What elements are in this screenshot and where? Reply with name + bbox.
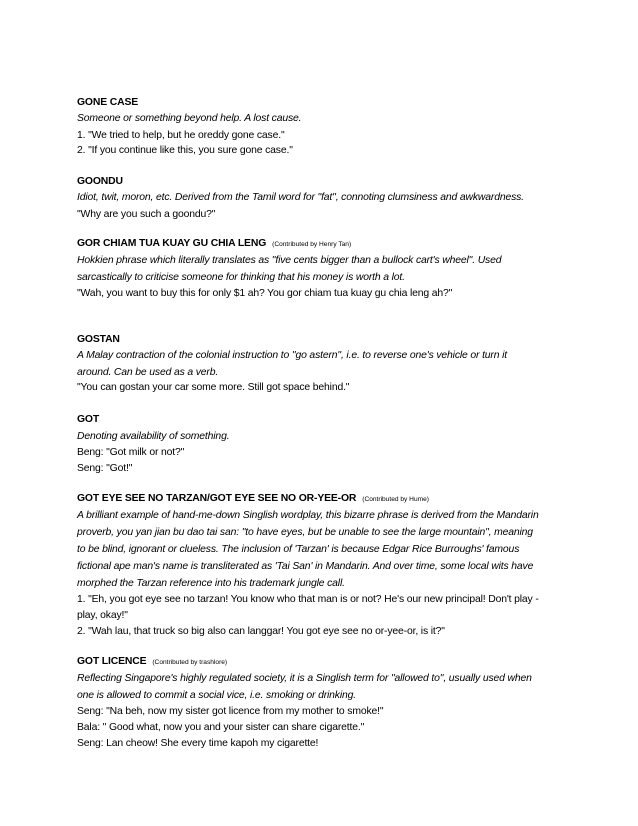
- entry-example: Seng: Lan cheow! She every time kapoh my cigarette!: [77, 738, 319, 749]
- entry-term: GONE CASE: [77, 97, 139, 108]
- entry-definition: Idiot, twit, moron, etc. Derived from the Tamil word for "fat", connoting clumsiness and awkwardness.: [77, 192, 524, 203]
- entry-contributor: (Contributed by trashlore): [152, 659, 228, 666]
- entry-example: 2. "Wah lau, that truck so big also can langgar! You got eye see no or-yee-or, is it?": [77, 626, 445, 637]
- entry-example: "You can gostan your car some more. Still got space behind.": [77, 382, 350, 393]
- entry-definition: one is allowed to commit a social vice, i.e. smoking or drinking.: [77, 690, 357, 701]
- entry-example: 1. "Eh, you got eye see no tarzan! You know who that man is or not? He's our new principal! Don't play -: [77, 594, 539, 605]
- entry-definition: proverb, you yan jian bu dao tai san: "to have eyes, but be unable to see the large mountain", meaning: [77, 527, 533, 538]
- entry-term-line: [77, 237, 578, 251]
- entry-example: Seng: "Got!": [77, 463, 133, 474]
- entry-term-line: [77, 492, 578, 506]
- entry-contributor: (Contributed by Hume): [362, 496, 429, 503]
- entry-example: 1. "We tried to help, but he oreddy gone case.": [77, 130, 285, 141]
- entry-term: GOT EYE SEE NO TARZAN/GOT EYE SEE NO OR-YEE-OR: [77, 493, 357, 504]
- entry-example: Seng: "Na beh, now my sister got licence from my mother to smoke!": [77, 706, 384, 717]
- entry-definition: fictional ape man's name is transliterated as 'Tai San' in Mandarin. And over time, some local wits have: [77, 561, 534, 572]
- entry-definition: around. Can be used as a verb.: [77, 367, 219, 378]
- entry-definition: to be blind, ignorant or clueless. The inclusion of 'Tarzan' is because Edgar Rice Burroughs' famous: [77, 544, 520, 555]
- entry-definition: morphed the Tarzan reference into his trademark jungle call.: [77, 578, 345, 589]
- entry-example: play, okay!": [77, 610, 128, 621]
- entry-term: GOR CHIAM TUA KUAY GU CHIA LENG: [77, 238, 267, 249]
- entry-definition: Someone or something beyond help. A lost cause.: [77, 113, 302, 124]
- entry-example: "Wah, you want to buy this for only $1 ah? You gor chiam tua kuay gu chia leng ah?": [77, 288, 453, 299]
- entry-term: GOONDU: [77, 176, 123, 187]
- entry-definition: Reflecting Singapore's highly regulated society, it is a Singlish term for "allowed to", usually used when: [77, 673, 532, 684]
- entry-definition: sarcastically to criticise someone for thinking that his money is worth a lot.: [77, 272, 405, 283]
- entry-example: 2. "If you continue like this, you sure gone case.": [77, 145, 293, 156]
- entry-term: GOSTAN: [77, 334, 120, 345]
- entry-contributor: (Contributed by Henry Tan): [272, 241, 352, 248]
- entry-definition: Denoting availability of something.: [77, 431, 230, 442]
- entry-term-line: [77, 655, 578, 669]
- entry-term: GOT LICENCE: [77, 656, 147, 667]
- entry-example: Beng: "Got milk or not?": [77, 447, 185, 458]
- entry-definition: A brilliant example of hand-me-down Singlish wordplay, this bizarre phrase is derived from the Mandarin: [77, 510, 539, 521]
- entry-term: GOT: [77, 414, 100, 425]
- entry-example: Bala: " Good what, now you and your sister can share cigarette.": [77, 722, 365, 733]
- entry-definition: A Malay contraction of the colonial instruction to "go astern", i.e. to reverse one's vehicle or turn it: [77, 350, 508, 361]
- entry-example: "Why are you such a goondu?": [77, 209, 216, 220]
- entry-definition: Hokkien phrase which literally translates as "five cents bigger than a bullock cart's wheel". Used: [77, 255, 502, 266]
